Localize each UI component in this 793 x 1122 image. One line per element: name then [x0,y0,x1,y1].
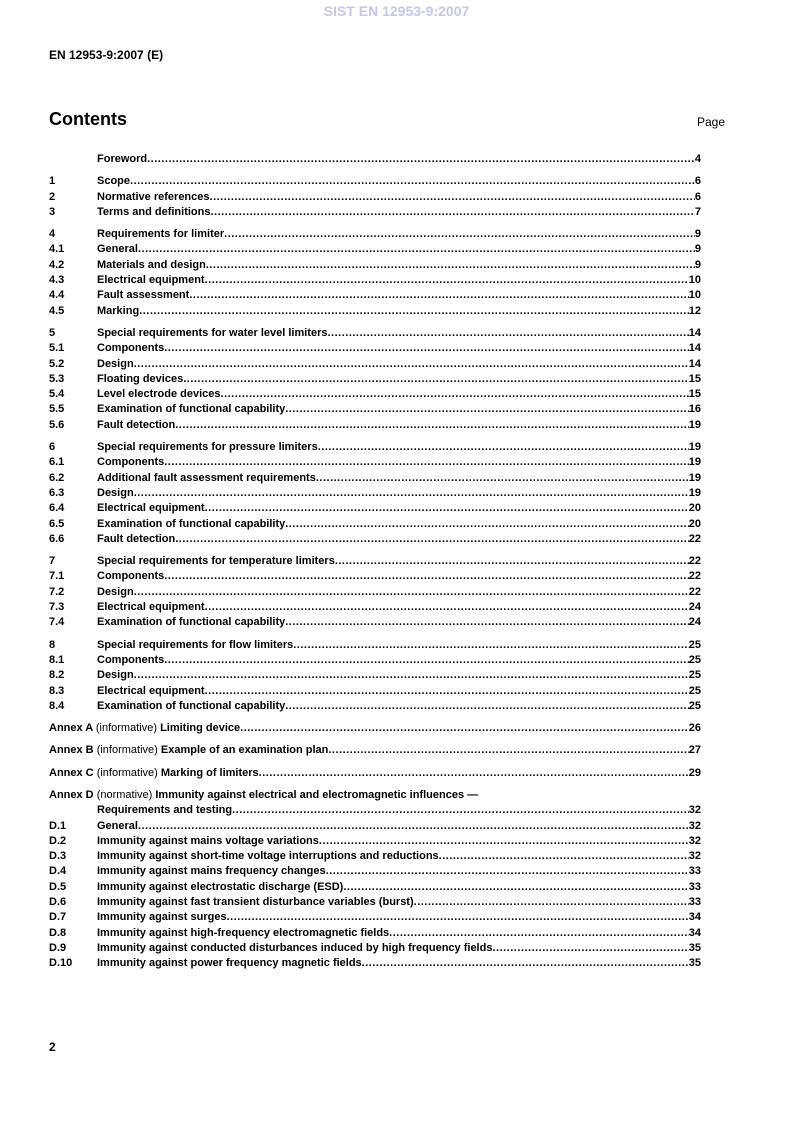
section-number: 8.2 [49,669,65,682]
section-number [49,152,97,167]
annex-group [49,788,701,972]
section-title: Marking [97,304,140,317]
page-reference: 26 [688,722,701,735]
section-title: Floating devices [97,372,184,385]
toc-entry[interactable] [49,471,701,486]
annex-group [49,766,701,781]
page-reference: 14 [688,342,701,355]
toc-entry[interactable] [49,387,701,402]
annex-title-continued: Requirements and testing [97,804,233,817]
page-reference: 9 [694,228,701,241]
toc-entry[interactable] [49,653,701,668]
page-reference: 20 [688,502,701,515]
page-reference: 33 [688,880,701,893]
section-number: 5.3 [49,372,65,385]
section-title: Immunity against mains frequency changes [97,865,326,878]
section-number: 7.4 [49,616,65,629]
toc-entry[interactable] [49,684,701,699]
section-title: General [97,819,138,832]
section-number: 5.2 [49,357,65,370]
dot-leader [316,471,689,486]
toc-entry[interactable] [49,418,701,433]
section-title: Special requirements for water level limiters [97,326,328,339]
dot-leader [318,440,689,455]
section-number: D.3 [49,850,67,863]
toc-entry[interactable] [49,880,701,895]
annex-entry[interactable] [49,788,701,803]
page-reference: 33 [688,896,701,909]
dot-leader [164,341,689,356]
annex-label: Annex C [49,766,94,779]
section-number: 5.1 [49,342,65,355]
section-title: Fault assessment [97,289,190,302]
dot-leader [138,242,695,257]
toc-group [49,174,701,220]
section-title: Design [97,357,134,370]
section-title: Immunity against fast transient disturbance variables (burst) [97,896,414,909]
section-number: 4.2 [49,258,65,271]
annex-title: Immunity against electrical and electromagnetic influences — [155,788,479,801]
section-title: General [97,243,138,256]
annex-heading [49,743,328,758]
dot-leader [164,653,689,668]
section-title: Special requirements for pressure limiters [97,441,318,454]
section-number: 5.6 [49,418,65,431]
page-reference: 34 [688,911,701,924]
section-title: Examination of functional capability [97,699,286,712]
annex-title: Limiting device [160,722,241,735]
toc-entry[interactable] [49,910,701,925]
section-title: Examination of functional capability [97,403,286,416]
dot-leader [205,600,689,615]
toc-entry[interactable] [49,956,701,971]
dot-leader [205,684,689,699]
section-title: Electrical equipment [97,274,205,287]
page-reference: 6 [694,190,701,203]
section-title: Special requirements for flow limiters [97,638,294,651]
section-title: Immunity against surges [97,911,227,924]
dot-leader [326,864,689,879]
section-number: 8.1 [49,653,65,666]
section-number: 6.3 [49,486,65,499]
section-title: Electrical equipment [97,502,205,515]
dot-leader [134,668,689,683]
page-reference: 34 [688,926,701,939]
toc-entry[interactable] [49,941,701,956]
page-reference: 16 [688,403,701,416]
section-title: Immunity against high-frequency electromagnetic fields [97,926,390,939]
page-reference: 24 [688,616,701,629]
section-title: Fault detection [97,532,176,545]
dot-leader [210,205,694,220]
section-number: 3 [49,205,56,218]
dot-leader [164,455,689,470]
dot-leader [259,766,689,781]
section-title: Immunity against conducted disturbances induced by high frequency fields [97,941,493,954]
dot-leader [327,326,688,341]
section-number: 6.5 [49,517,65,530]
dot-leader [206,258,695,273]
section-number: 7.2 [49,585,65,598]
page-reference: 22 [688,532,701,545]
section-title: Design [97,486,134,499]
dot-leader [439,849,689,864]
dot-leader [492,941,688,956]
section-title: Immunity against power frequency magnetic fields [97,957,362,970]
contents-title: Contents [49,109,127,129]
table-of-contents [49,152,701,972]
dot-leader [205,501,689,516]
section-title: Materials and design [97,258,206,271]
page-column-header: Page [697,115,726,129]
section-number: 4.5 [49,304,65,317]
annex-entry-continuation[interactable] [49,803,701,818]
section-title: Terms and definitions [97,205,211,218]
toc-entry[interactable] [49,341,701,356]
annex-label: Annex B [49,744,94,757]
dot-leader [362,956,689,971]
page-reference: 24 [688,601,701,614]
page-reference: 9 [694,258,701,271]
section-title: Design [97,669,134,682]
section-number: 4.3 [49,274,65,287]
section-title: Scope [97,175,131,188]
page-reference: 25 [688,669,701,682]
dot-leader [319,834,689,849]
annex-title: Example of an examination plan [160,744,329,757]
toc-group [49,227,701,319]
annex-status: (informative) [95,722,157,735]
section-number: 6 [49,441,56,454]
toc-entry[interactable] [49,288,701,303]
toc-group [49,152,701,167]
section-title: Components [97,653,165,666]
dot-leader [147,152,695,167]
section-number: 5.4 [49,388,65,401]
annex-label: Annex D [49,788,94,801]
annex-label: Annex A [49,722,93,735]
dot-leader [130,174,695,189]
toc-entry[interactable] [49,849,701,864]
page-reference: 19 [688,418,701,431]
section-number: 7.3 [49,601,65,614]
dot-leader [285,699,689,714]
page-reference: 22 [688,585,701,598]
toc-entry[interactable] [49,615,701,630]
annex-group [49,721,701,736]
toc-entry[interactable] [49,532,701,547]
page-reference: 22 [688,570,701,583]
toc-entry[interactable] [49,569,701,584]
toc-entry[interactable] [49,834,701,849]
dot-leader [183,372,689,387]
section-number: D.2 [49,834,67,847]
section-number: 6.2 [49,471,65,484]
page-reference: 19 [688,471,701,484]
toc-entry[interactable] [49,174,701,189]
dot-leader [285,517,689,532]
page-reference: 10 [688,274,701,287]
section-title: Immunity against mains voltage variations [97,834,319,847]
section-title: Components [97,456,165,469]
dot-leader [227,910,689,925]
page-reference: 15 [688,388,701,401]
section-title: Design [97,585,134,598]
dot-leader [164,569,689,584]
page-reference: 32 [688,834,701,847]
page-reference: 7 [694,205,701,218]
section-title: Examination of functional capability [97,616,286,629]
section-title: Fault detection [97,418,176,431]
section-number: 6.4 [49,502,65,515]
toc-entry[interactable] [49,486,701,501]
section-number: 6.1 [49,456,65,469]
page-reference: 12 [688,304,701,317]
page-reference: 9 [694,243,701,256]
page-reference: 27 [688,744,701,757]
section-number: 5 [49,326,56,339]
page-reference: 14 [688,357,701,370]
annex-heading [49,766,259,781]
dot-leader [221,387,689,402]
section-number: D.9 [49,941,67,954]
section-title: Special requirements for temperature limiters [97,555,335,568]
section-number: D.8 [49,926,67,939]
page-reference: 35 [688,941,701,954]
toc-entry[interactable] [49,205,701,220]
section-number: D.5 [49,880,67,893]
dot-leader [414,895,689,910]
annex-group [49,743,701,758]
section-number: 7.1 [49,570,65,583]
toc-group [49,440,701,547]
annex-status: (informative) [96,766,158,779]
toc-entry[interactable] [49,600,701,615]
section-number: 4 [49,228,56,241]
toc-entry[interactable] [49,440,701,455]
section-number: 4.4 [49,289,65,302]
dot-leader [343,880,688,895]
annex-entry[interactable] [49,743,701,758]
dot-leader [389,926,689,941]
section-number: D.7 [49,911,67,924]
dot-leader [138,819,689,834]
section-number: D.10 [49,957,73,970]
page-reference: 6 [694,175,701,188]
section-title: Immunity against electrostatic discharge (ESD) [97,880,344,893]
toc-entry[interactable] [49,372,701,387]
page-reference: 19 [688,441,701,454]
section-number: D.1 [49,819,67,832]
toc-entry[interactable] [49,501,701,516]
section-number: 6.6 [49,532,65,545]
dot-leader [205,273,689,288]
section-title: Examination of functional capability [97,517,286,530]
page-reference: 32 [688,819,701,832]
dot-leader [293,638,689,653]
toc-entry[interactable] [49,895,701,910]
page-reference: 25 [688,684,701,697]
toc-entry[interactable] [49,258,701,273]
dot-leader [175,418,689,433]
page-reference: 33 [688,865,701,878]
toc-entry[interactable] [49,242,701,257]
page-reference: 15 [688,372,701,385]
toc-entry[interactable] [49,668,701,683]
dot-leader [134,357,689,372]
page-reference: 25 [688,653,701,666]
annex-heading [49,788,478,803]
toc-entry[interactable] [49,152,701,167]
section-number: 7 [49,555,56,568]
toc-entry[interactable] [49,699,701,714]
toc-entry[interactable] [49,190,701,205]
page-reference: 35 [688,957,701,970]
toc-entry[interactable] [49,357,701,372]
section-number: D.4 [49,865,67,878]
annex-entry[interactable] [49,721,701,736]
toc-entry[interactable] [49,227,701,242]
watermark: SIST EN 12953-9:2007 [323,3,470,19]
page-reference: 20 [688,517,701,530]
toc-group [49,326,701,433]
dot-leader [328,743,688,758]
section-title: Additional fault assessment requirements [97,471,316,484]
dot-leader [335,554,689,569]
dot-leader [134,585,689,600]
dot-leader [175,532,689,547]
section-title: Immunity against short-time voltage interruptions and reductions [97,850,439,863]
dot-leader [285,402,689,417]
page-reference: 29 [688,766,701,779]
section-title: Components [97,570,165,583]
dot-leader [232,803,689,818]
section-number: 8 [49,638,56,651]
toc-entry[interactable] [49,326,701,341]
toc-entry[interactable] [49,926,701,941]
toc-entry[interactable] [49,304,701,319]
dot-leader [285,615,689,630]
page-reference: 25 [688,638,701,651]
document-id: EN 12953-9:2007 (E) [49,48,164,62]
toc-group [49,638,701,714]
section-number: 8.3 [49,684,65,697]
page-reference: 32 [688,804,701,817]
annex-heading [49,721,240,736]
page-reference: 19 [688,486,701,499]
section-title: Normative references [97,190,210,203]
dot-leader [240,721,689,736]
section-title: Foreword [97,153,148,165]
section-title: Electrical equipment [97,684,205,697]
page-reference: 32 [688,850,701,863]
annex-status: (informative) [96,744,158,757]
toc-entry[interactable] [49,554,701,569]
section-number: 8.4 [49,699,65,712]
toc-group [49,554,701,630]
section-title: Components [97,342,165,355]
toc-entry[interactable] [49,864,701,879]
toc-entry[interactable] [49,455,701,470]
section-number: 2 [49,190,56,203]
annex-entry[interactable] [49,766,701,781]
page-reference: 22 [688,555,701,568]
toc-entry[interactable] [49,273,701,288]
page-reference: 19 [688,456,701,469]
dot-leader [224,227,695,242]
section-title: Electrical equipment [97,601,205,614]
toc-entry[interactable] [49,819,701,834]
section-title: Level electrode devices [97,388,221,401]
section-number: D.6 [49,896,67,909]
dot-leader [139,304,689,319]
page-number: 2 [49,1040,56,1054]
toc-entry[interactable] [49,402,701,417]
section-title: Requirements for limiter [97,228,225,241]
page-reference: 10 [688,289,701,302]
page-reference: 14 [688,326,701,339]
toc-entry[interactable] [49,517,701,532]
dot-leader [189,288,688,303]
dot-leader [134,486,689,501]
annex-title: Marking of limiters [160,766,259,779]
page-reference: 4 [694,153,701,165]
section-number: 5.5 [49,403,65,416]
toc-entry[interactable] [49,638,701,653]
toc-entry[interactable] [49,585,701,600]
dot-leader [210,190,695,205]
annex-status: (normative) [96,788,153,801]
section-number: 4.1 [49,243,65,256]
section-number: 1 [49,175,56,188]
page-reference: 25 [688,699,701,712]
